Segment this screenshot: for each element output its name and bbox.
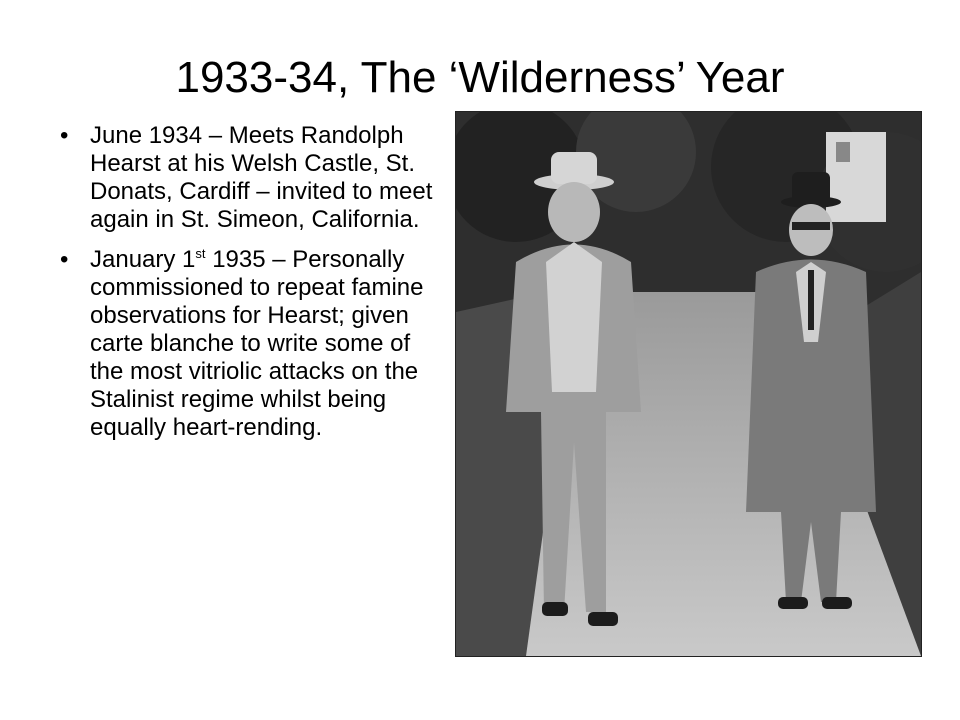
bullet-list — [60, 122, 445, 454]
bullet-item — [60, 246, 445, 442]
bullet-item — [60, 122, 445, 234]
bullet-text: June 1934 – Meets Randolph Hearst at his Welsh Castle, St. Donats, Cardiff – invited to meet again in St. Simeon, California. — [90, 122, 433, 233]
photo-two-men-walking — [455, 111, 922, 657]
bullet-marker: • — [60, 122, 69, 149]
bullet-text-rest: 1935 – Personally commissioned to repeat famine observations for Hearst; given carte blanche to write some of the most vitriolic attacks on the Stalinist regime whilst being equally heart-rending. — [90, 246, 424, 441]
bullet-text-start: January 1 — [90, 246, 196, 273]
ordinal-superscript: st — [195, 246, 206, 261]
bullet-marker: • — [60, 246, 69, 273]
photo-illustration — [456, 112, 921, 656]
slide-title: 1933-34, The ‘Wilderness’ Year — [175, 53, 785, 102]
